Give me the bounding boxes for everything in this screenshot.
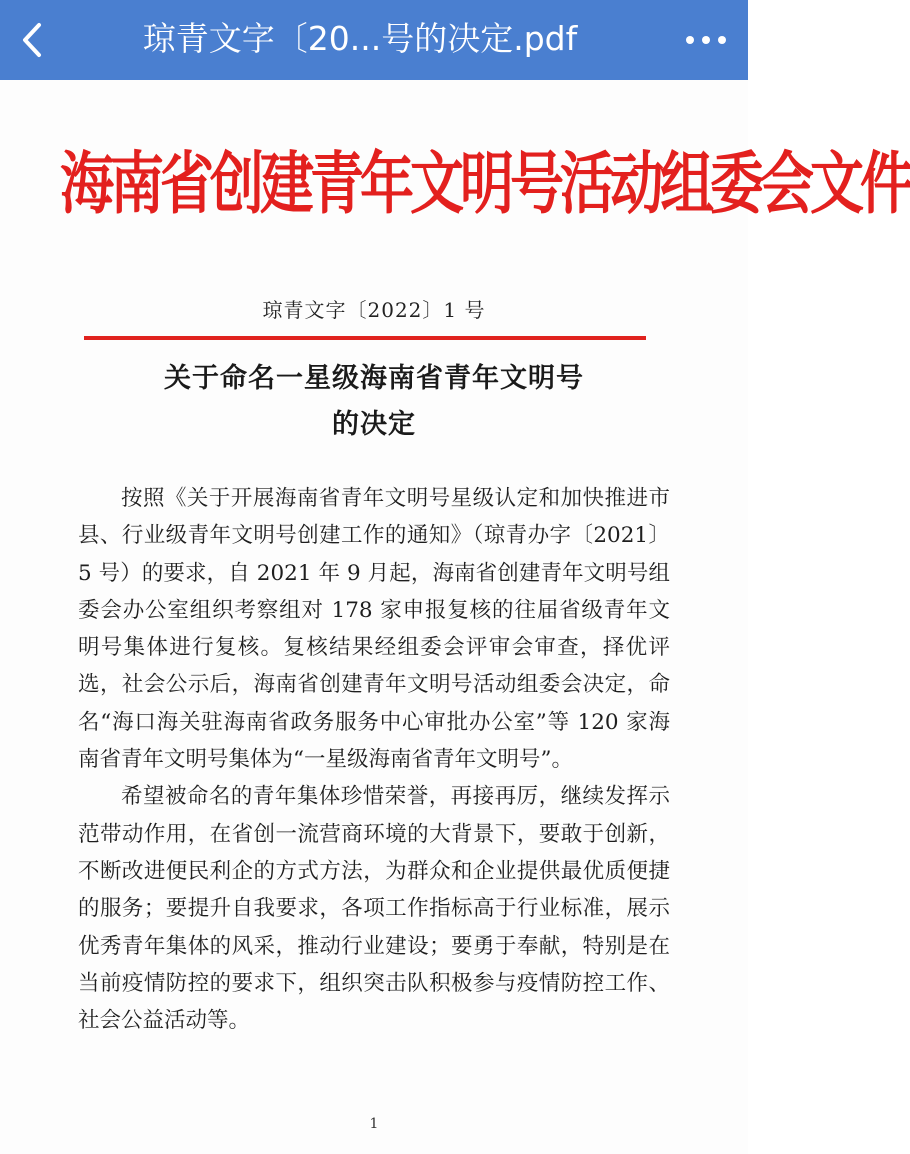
body-paragraph-1: 按照《关于开展海南省青年文明号星级认定和加快推进市县、行业级青年文明号创建工作的通知》（琼青办字〔2021〕5 号）的要求，自 2021 年 9 月起，海南省创建青年文明号组委会办公室组织考察组对 178 家申报复核的往届省级青年文明号集体进行复核。复核结果经组委会评审会审查，择优评选，社会公示后，海南省创建青年文明号活动组委会决定，命名“海口海关驻海南省政务服务中心审批办公室”等 120 家海南省青年文明号集体为“一星级海南省青年文明号”。 — [78, 486, 670, 773]
document-title — [0, 356, 748, 448]
chevron-left-icon — [21, 22, 43, 58]
ellipsis-icon — [685, 35, 727, 45]
top-navigation-bar — [0, 0, 748, 80]
document-number: 琼青文字〔2022〕1 号 — [262, 298, 486, 322]
document-title-line-1: 关于命名一星级海南省青年文明号 — [164, 363, 584, 394]
page-number: 1 — [369, 1116, 379, 1132]
issuing-organization-header: 海南省创建青年文明号活动组委会文件 — [60, 144, 910, 223]
body-paragraph-2: 希望被命名的青年集体珍惜荣誉，再接再厉，继续发挥示范带动作用，在省创一流营商环境的大背景下，要敢于创新，不断改进便民利企的方式方法，为群众和企业提供最优质便捷的服务；要提升自我要求，各项工作指标高于行业标准，展示优秀青年集体的风采，推动行业建设；要勇于奉献，特别是在当前疫情防控的要求下，组织突击队积极参与疫情防控工作、社会公益活动等。 — [78, 784, 670, 1034]
red-divider-line — [84, 336, 646, 340]
document-body — [78, 480, 670, 1039]
back-button[interactable] — [0, 0, 64, 80]
pdf-page-viewer[interactable] — [0, 80, 910, 1154]
file-title: 琼青文字〔20...号的决定.pdf — [142, 19, 578, 58]
more-options-button[interactable] — [664, 0, 748, 80]
document-title-line-2: 的决定 — [332, 409, 416, 440]
